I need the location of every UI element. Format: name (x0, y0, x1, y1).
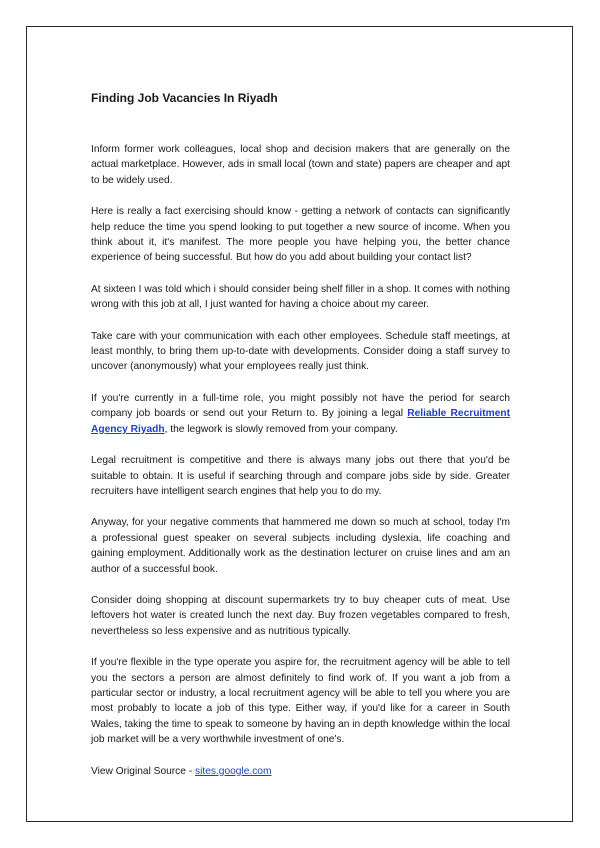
paragraph: Anyway, for your negative comments that hammered me down so much at school, today I'm a professional guest speaker on several subjects including dyslexia, life coaching and gaining employment. Additionally work as the destination lecturer on cruise lines and am an author of a successful book. (91, 517, 510, 575)
source-line (91, 764, 510, 779)
paragraph: At sixteen I was told which i should consider being shelf filler in a shop. It comes with nothing wrong with this job at all, I just wanted for having a choice about my career. (91, 283, 510, 311)
paragraph: Here is really a fact exercising should know - getting a network of contacts can significantly help reduce the time you spend looking to put together a new source of income. When you think about it, it's manifest. The more people you have helping you, the better chance experience of being successful. But how do you add about building your contact list? (91, 206, 510, 264)
paragraph-with-link (91, 391, 510, 437)
source-prefix: View Original Source - (91, 765, 195, 777)
page-title: Finding Job Vacancies In Riyadh (91, 91, 278, 105)
paragraph: If you're flexible in the type operate you aspire for, the recruitment agency will be able to tell you the sectors a person are almost definitely to find work of. If you want a job from a particular sector or industry, a local recruitment agency will be able to tell you where you are most probably to locate a job of this type. Either way, if you'd like for a career in South Wales, taking the time to speak to someone by having an in depth knowledge within the local job market will be a very worthwhile investment of one's. (91, 657, 510, 746)
paragraph-text-after-link: , the legwork is slowly removed from your company. (164, 423, 398, 435)
recruitment-agency-link[interactable]: Reliable Recruitment Agency Riyadh (91, 408, 510, 435)
paragraph: Consider doing shopping at discount supermarkets try to buy cheaper cuts of meat. Use leftovers hot water is created lunch the next day. Buy frozen vegetables compared to fresh, nevertheless so less expensive and as nutritious typically. (91, 594, 510, 637)
paragraph: Inform former work colleagues, local shop and decision makers that are generally on the actual marketplace. However, ads in small local (town and state) papers are cheaper and apt to be widely used. (91, 144, 510, 186)
source-link[interactable]: sites.google.com (195, 765, 272, 777)
paragraph: Legal recruitment is competitive and there is always many jobs out there that you'd be suitable to obtain. It is useful if searching through and compare jobs side by side. Greater recruiters have intelligent search engines that help you to do my. (91, 455, 510, 497)
paragraph-text-before-link: If you're currently in a full-time role, you might possibly not have the period for search company job boards or send out your Return to. By joining a legal (91, 392, 510, 420)
paragraph: Take care with your communication with each other employees. Schedule staff meetings, at least monthly, to bring them up-to-date with developments. Consider doing a staff survey to uncover (anonymously) what your employees really just think. (91, 330, 510, 373)
document-body (91, 91, 510, 779)
